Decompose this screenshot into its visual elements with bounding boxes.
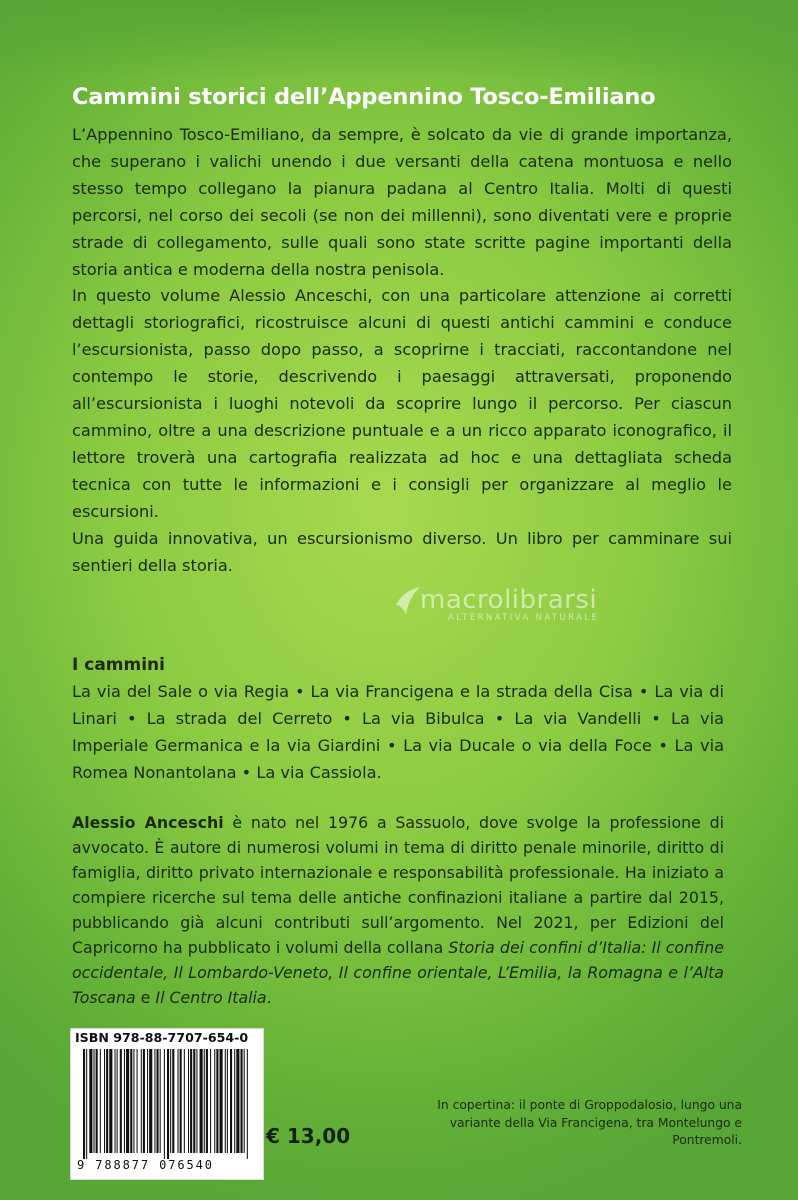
price: € 13,00 (266, 1124, 351, 1148)
watermark-name: macrolibrarsi (420, 585, 598, 615)
macrolibrarsi-watermark (392, 585, 600, 631)
description-paragraph-3: Una guida innovativa, un escursionismo diverso. Un libro per camminare sui sentieri della storia. (72, 528, 732, 575)
series-title: Storia dei confini d’Italia: Il confine occidentale, Il Lombardo-Veneto, Il confine orientale, L’Emilia, la Romagna e l’Alta Toscana (72, 938, 724, 1007)
author-bio (72, 810, 724, 1010)
description-paragraph-2: In questo volume Alessio Anceschi, con una particolare attenzione ai corretti dettagli storiografici, ricostruisce alcuni di questi antichi cammini e conduce l’escursionista, passo dopo passo, a scoprirne i tracciati, raccontandone nel contempo le storie, descrivendo i paesaggi attraversati, proponendo all’escursionista i luoghi notevoli da scoprire lungo il percorso. Per ciascun cammino, oltre a una descrizione puntuale e a un ricco apparato iconografico, il lettore troverà una cartografia realizzata ad hoc e una dettagliata scheda tecnica con tutte le informazioni e i consigli per organizzare al meglio le escursioni. (72, 286, 732, 521)
isbn-label: ISBN 978-88-7707-654-0 (75, 1030, 249, 1045)
watermark-tagline: ALTERNATIVA NATURALE (448, 613, 600, 623)
author-bio-text-2: e (135, 988, 156, 1007)
author-bio-text-3: . (266, 988, 272, 1007)
book-title: Cammini storici dell’Appennino Tosco-Emiliano (72, 84, 656, 110)
watermark-swoosh-icon (392, 585, 422, 619)
description-paragraph-1: L’Appennino Tosco-Emiliano, da sempre, è solcato da vie di grande importanza, che superano i valichi unendo i due versanti della catena montuosa e nello stesso tempo collegano la pianura padana al Centro Italia. Molti di questi percorsi, nel corso dei secoli (se non dei millenni), sono diventati vere e proprie strade di collegamento, sulle quali sono state scritte pagine importanti della storia antica e moderna della nostra penisola. (72, 125, 732, 279)
cover-photo-credit: In copertina: il ponte di Groppodalosio, lungo una variante della Via Francigena, tra Montelungo e Pontremoli. (437, 1098, 742, 1148)
barcode-digits: 9 788877 076540 (77, 1158, 214, 1172)
book-description (72, 122, 732, 579)
author-bio-text-1: è nato nel 1976 a Sassuolo, dove svolge la professione di avvocato. È autore di numerosi volumi in tema di diritto penale minorile, diritto di famiglia, diritto privato internazionale e responsabilità professionale. Ha iniziato a compiere ricerche sul tema delle antiche confinazioni italiane a partire dal 2015, pubblicando già alcuni contributi sull’argomento. Nel 2021, per Edizioni del Capricorno ha pubblicato i volumi della collana (72, 813, 725, 957)
isbn-barcode-box (70, 1028, 264, 1180)
cammini-heading: I cammini (72, 655, 165, 675)
cammini-list: La via del Sale o via Regia • La via Francigena e la strada della Cisa • La via di Linari • La strada del Cerreto • La via Bibulca • La via Vandelli • La via Imperiale Germanica e la via Giardini • La via Ducale o via della Foce • La via Romea Nonantolana • La via Cassiola. (72, 682, 724, 782)
barcode-graphic (83, 1049, 253, 1159)
author-name: Alessio Anceschi (72, 813, 224, 832)
last-volume-title: Il Centro Italia (155, 988, 267, 1007)
